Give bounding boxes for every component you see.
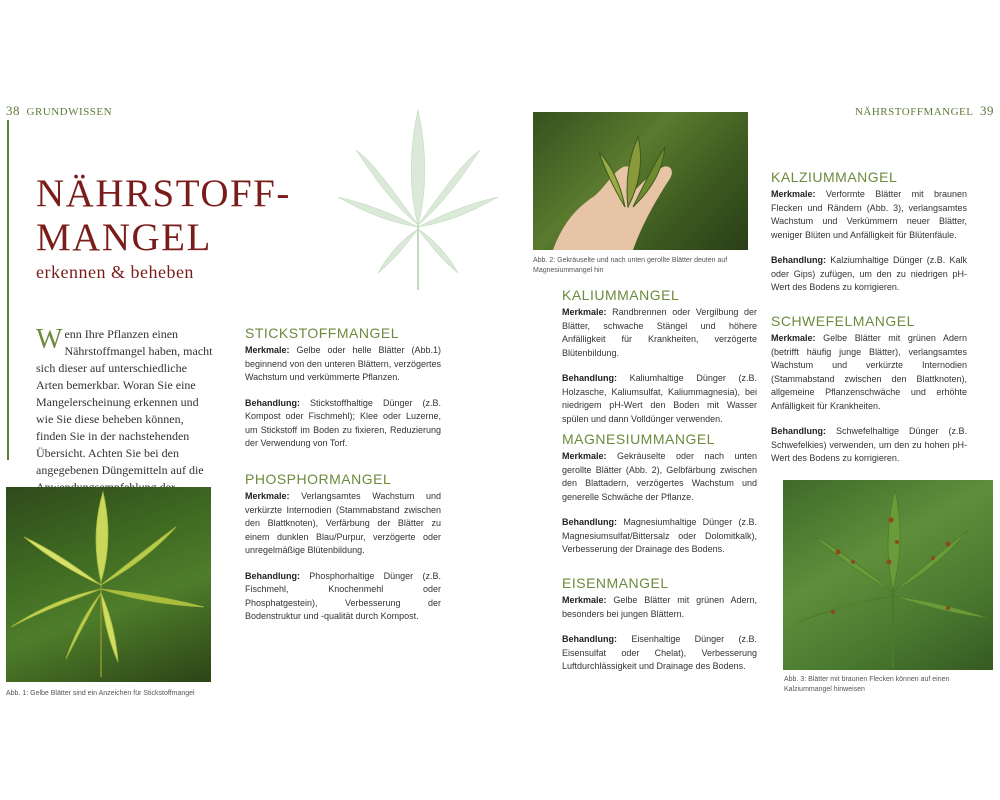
heading-phosphormangel: PHOSPHORMANGEL — [245, 471, 392, 487]
schwefel-merkmale — [771, 332, 967, 413]
label-merkmale: Merkmale: — [562, 595, 607, 605]
heading-kaliummangel: KALIUMMANGEL — [562, 287, 680, 303]
kalium-merkmale — [562, 306, 757, 360]
page-subtitle: erkennen & beheben — [36, 262, 194, 282]
intro-text: enn Ihre Pflanzen einen Nährstoffmangel haben, macht sich dieser auf unterschiedliche Arten bemerkbar. Woran Sie eine Mangelerscheinung erkennen und wie Sie diese beheben können, finden Sie in der nachstehenden Übersicht. Achten Sie bei den angegebenen Düngemitteln auf die — [36, 327, 213, 477]
running-head-right — [855, 103, 994, 119]
stickstoff-behandlung — [245, 397, 441, 451]
heading-schwefelmangel: SCHWEFELMANGEL — [771, 313, 915, 329]
photo-hand-curled-leaves — [533, 112, 748, 250]
label-behandlung: Behandlung: — [771, 255, 826, 265]
section-kalziummangel — [771, 169, 967, 307]
heading-magnesiummangel: MAGNESIUMMANGEL — [562, 431, 715, 447]
section-eisenmangel — [562, 575, 757, 686]
label-behandlung: Behandlung: — [562, 517, 617, 527]
eisen-behandlung-text: Eisenhaltige Dünger (z.B. Eisensulfat oder Chelat), Verbesserung Luftdurchlässigkeit und Drainage des Bodens. — [562, 634, 757, 671]
running-head-left — [6, 103, 112, 119]
label-merkmale: Merkmale: — [245, 491, 290, 501]
decorative-vertical-line — [7, 120, 9, 460]
label-merkmale: Merkmale: — [771, 333, 816, 343]
kalium-merkmale-text: Randbrennen oder Vergilbung der Blätter, schwache Stängel und höhere Anfälligkeit für Krankheiten, verzögerte Blütenbildung. — [562, 307, 757, 358]
eisen-merkmale — [562, 594, 757, 621]
caption-figure-3: Abb. 3: Blätter mit braunen Flecken können auf einen Kalziummangel hinweisen — [784, 676, 950, 693]
caption-figure-1: Abb. 1: Gelbe Blätter sind ein Anzeichen für Stickstoffmangel — [6, 690, 195, 697]
phosphor-merkmale-text: Verlangsamtes Wachstum und verkürzte Internodien (Stammabstand zwischen den Blattknoten), Verfärbung der Blätter zu einem dunklen Blau/Purpur, verzögerte oder unregelmäßige Blütenbildung. — [245, 491, 441, 555]
label-merkmale: Merkmale: — [245, 345, 290, 355]
cannabis-leaf-spotted-icon — [783, 480, 993, 670]
kalzium-merkmale — [771, 188, 967, 242]
section-kaliummangel — [562, 287, 757, 438]
magnesium-merkmale-text: Gekräuselte oder nach unten gerollte Blätter (Abb. 2), Gelbfärbung zwischen den Blattadern, verzögertes Wachstum und generelle Schwäche der Pflanze. — [562, 451, 757, 502]
section-stickstoffmangel — [245, 325, 441, 463]
eisen-behandlung — [562, 633, 757, 674]
page-number-left: 38 — [6, 103, 20, 118]
magnesium-behandlung — [562, 516, 757, 557]
page-title-line2: MANGEL — [36, 216, 212, 259]
intro-paragraph — [36, 326, 216, 513]
kalzium-behandlung-text: Kalziumhaltige Dünger (z.B. Kalk oder Gips) zufügen, um den zu niedrigen pH-Wert des Bodens zu korrigieren. — [771, 255, 967, 292]
cannabis-leaf-watermark-icon — [330, 105, 505, 300]
caption-figure-2: Abb. 2: Gekräuselte und nach unten gerollte Blätter deuten auf Magnesiummangel hin — [533, 257, 728, 274]
phosphor-merkmale — [245, 490, 441, 558]
kalium-behandlung — [562, 372, 757, 426]
section-phosphormangel — [245, 471, 441, 636]
running-head-right-label: NÄHRSTOFFMANGEL — [854, 106, 974, 118]
heading-eisenmangel: EISENMANGEL — [562, 575, 669, 591]
page-title-line1: NÄHRSTOFF- — [36, 172, 291, 215]
phosphor-behandlung — [245, 570, 441, 624]
title-block — [36, 172, 291, 283]
intro-dropcap: W — [36, 324, 63, 355]
section-schwefelmangel — [771, 313, 967, 478]
schwefel-behandlung-text: Schwefelhaltige Dünger (z.B. Schwefelkies) verwenden, um den zu hohen pH-Wert des Bodens zu korrigieren. — [771, 426, 967, 463]
magnesium-behandlung-text: Magnesiumhaltige Dünger (z.B. Magnesiumsulfat/Bittersalz oder Dolomitkalk), Verbesserung der Drainage des Bodens. — [562, 517, 757, 554]
schwefel-behandlung — [771, 425, 967, 466]
heading-kalziummangel: KALZIUMMANGEL — [771, 169, 898, 185]
photo-yellow-leaves — [6, 487, 211, 682]
running-head-left-label: GRUNDWISSEN — [26, 106, 113, 118]
label-behandlung: Behandlung: — [245, 570, 300, 581]
hand-holding-leaves-icon — [533, 112, 748, 250]
kalzium-merkmale-text: Verformte Blätter mit braunen Flecken und Rändern (Abb. 3), verlangsamtes Wachstum und Verkümmern neuer Blätter, weniger Blüten und Anfälligkeit für Blütenfäule. — [771, 189, 967, 240]
photo-brown-spotted-leaf — [783, 480, 993, 670]
cannabis-leaf-yellow-icon — [6, 487, 211, 682]
magnesium-merkmale — [562, 450, 757, 504]
label-merkmale: Merkmale: — [771, 189, 816, 199]
phosphor-behandlung-text: Phosphorhaltige Dünger (z.B. Fischmehl, Knochenmehl oder Phosphatgestein), Verbesserung der Bodenstruktur und -qualität durch Kompost. — [245, 570, 441, 621]
stickstoff-behandlung-text: Stickstoffhaltige Dünger (z.B. Kompost oder Fischmehl); Klee oder Luzerne, um Stickstoff im Boden zu fixieren, Reduzierung der Verwendung von Torf. — [245, 397, 441, 448]
section-magnesiummangel — [562, 431, 757, 569]
label-behandlung: Behandlung: — [562, 373, 617, 383]
stickstoff-merkmale — [245, 344, 441, 385]
kalium-behandlung-text: Kaliumhaltige Dünger (z.B. Holzasche, Kaliumsulfat, Kaliummagnesia), bei niedrigem pH-Wert den Boden mit Wasser spülen und dann Volldünger verwenden. — [562, 373, 757, 424]
heading-stickstoffmangel: STICKSTOFFMANGEL — [245, 325, 399, 341]
schwefel-merkmale-text: Gelbe Blätter mit grünen Adern (betrifft häufig junge Blätter), verlangsamtes Wachstum und verkürzte Internodien (Stammabstand zwischen den Blattknoten), allgemeine Pflanzenschwäche und erhöhte Anfälligkeit für Krankheiten. — [771, 333, 967, 411]
page-number-right: 39 — [980, 103, 994, 118]
kalzium-behandlung — [771, 254, 967, 295]
stickstoff-merkmale-text: Gelbe oder helle Blätter (Abb.1) beginnend von den unteren Blättern, verzögertes Wachstum und verkümmerte Pflanzen. — [245, 345, 441, 382]
eisen-merkmale-text: Gelbe Blätter mit grünen Adern, besonders bei jungen Blättern. — [562, 595, 757, 619]
label-merkmale: Merkmale: — [562, 451, 607, 461]
label-behandlung: Behandlung: — [245, 397, 300, 408]
label-behandlung: Behandlung: — [562, 634, 617, 644]
label-behandlung: Behandlung: — [771, 426, 826, 436]
label-merkmale: Merkmale: — [562, 307, 607, 317]
